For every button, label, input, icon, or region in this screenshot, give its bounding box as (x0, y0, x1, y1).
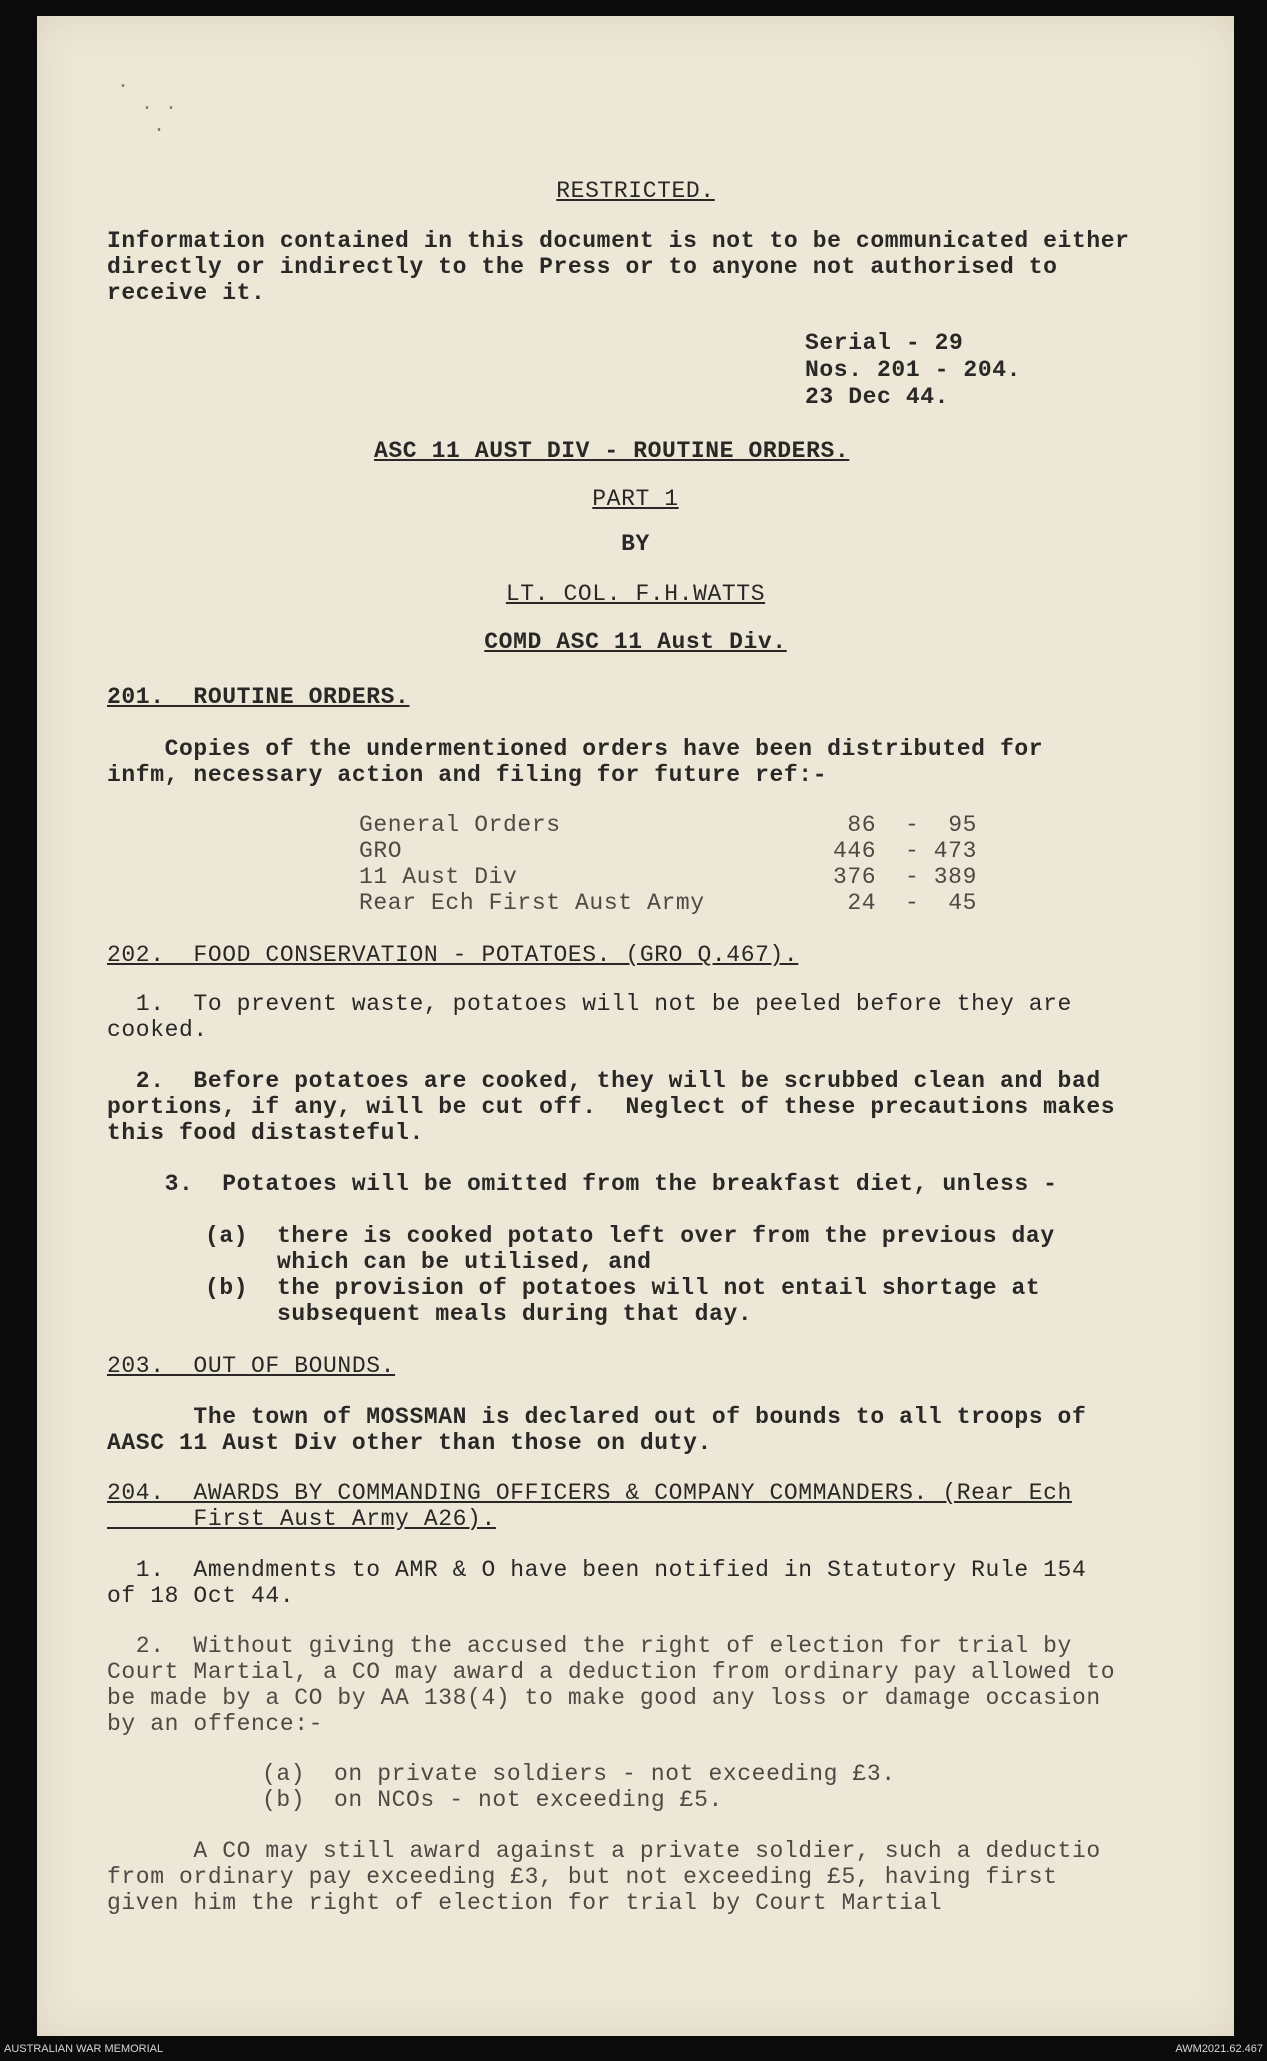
order-204-p2-line-2: Court Martial, a CO may award a deduction from ordinary pay allowed to (107, 1659, 1116, 1685)
by-label: BY (621, 531, 650, 557)
officer-name: LT. COL. F.H.WATTS (505, 581, 766, 607)
order-202-sub-a-line-2: which can be utilised, and (205, 1249, 652, 1275)
notice-line-3: receive it. (107, 280, 266, 306)
part-label: PART 1 (592, 486, 679, 512)
restricted-heading: RESTRICTED. (556, 178, 715, 204)
order-201-text-1: Copies of the undermentioned orders have been distributed for (107, 736, 1044, 762)
order-numbers: Nos. 201 - 204. (805, 357, 1022, 383)
order-202-sub-a-line-1: (a) there is cooked potato left over from the previous day (205, 1223, 1055, 1249)
order-202-p1-line-2: cooked. (107, 1017, 208, 1043)
order-204-p2-line-1: 2. Without giving the accused the right of election for trial by (107, 1633, 1072, 1659)
handwritten-marks: · · · · (117, 75, 178, 142)
issue-date: 23 Dec 44. (805, 384, 950, 410)
order-202-sub-b-line-1: (b) the provision of potatoes will not entail shortage at (205, 1275, 1041, 1301)
order-203-text-1: The town of MOSSMAN is declared out of bounds to all troops of (107, 1404, 1087, 1430)
order-204-p2-line-4: by an offence:- (107, 1711, 324, 1737)
order-203-heading: 203. OUT OF BOUNDS. (107, 1353, 396, 1379)
order-204-sub-b: (b) on NCOs - not exceeding £5. (262, 1787, 723, 1813)
order-204-p3-line-1: A CO may still award against a private soldier, such a deductio (107, 1838, 1101, 1864)
order-201-heading: 201. ROUTINE ORDERS. (107, 684, 410, 710)
orders-row-name: Rear Ech First Aust Army (359, 890, 705, 916)
footer-archive-name: AUSTRALIAN WAR MEMORIAL (4, 2043, 164, 2055)
orders-row-range: 446 - 473 (832, 838, 977, 864)
serial-number: Serial - 29 (805, 330, 964, 356)
order-201-text-2: infm, necessary action and filing for future ref:- (107, 762, 828, 788)
footer-archive-id: AWM2021.62.467 (1175, 2043, 1263, 2055)
document-title: ASC 11 AUST DIV - ROUTINE ORDERS. (374, 438, 850, 464)
order-202-p2-line-1: 2. Before potatoes are cooked, they will be scrubbed clean and bad (107, 1068, 1101, 1094)
order-202-p2-line-3: this food distasteful. (107, 1120, 424, 1146)
order-204-heading-2: First Aust Army A26). (107, 1506, 496, 1532)
order-204-p1-line-1: 1. Amendments to AMR & O have been notified in Statutory Rule 154 (107, 1557, 1087, 1583)
order-204-p3-line-3: given him the right of election for trial by Court Martial (107, 1890, 943, 1916)
order-203-text-2: AASC 11 Aust Div other than those on duty. (107, 1430, 712, 1456)
notice-line-1: Information contained in this document is not to be communicated either (107, 228, 1130, 254)
order-202-p2-line-2: portions, if any, will be cut off. Neglect of these precautions makes (107, 1094, 1116, 1120)
order-202-p3: 3. Potatoes will be omitted from the breakfast diet, unless - (107, 1171, 1058, 1197)
order-204-sub-a: (a) on private soldiers - not exceeding £3. (262, 1761, 896, 1787)
order-204-p1-line-2: of 18 Oct 44. (107, 1583, 295, 1609)
orders-row-range: 86 - 95 (847, 812, 977, 838)
order-204-p2-line-3: be made by a CO by AA 138(4) to make good any loss or damage occasion (107, 1685, 1101, 1711)
document-sheet (37, 16, 1234, 2036)
order-202-sub-b-line-2: subsequent meals during that day. (205, 1301, 753, 1327)
command-line: COMD ASC 11 Aust Div. (484, 629, 787, 655)
order-202-p1-line-1: 1. To prevent waste, potatoes will not be peeled before they are (107, 991, 1072, 1017)
notice-line-2: directly or indirectly to the Press or to anyone not authorised to (107, 254, 1058, 280)
orders-row-range: 376 - 389 (832, 864, 977, 890)
orders-row-name: GRO (359, 838, 403, 864)
orders-row-range: 24 - 45 (847, 890, 977, 916)
orders-row-name: General Orders (359, 812, 561, 838)
order-202-heading: 202. FOOD CONSERVATION - POTATOES. (GRO Q.467). (107, 942, 799, 968)
order-204-heading-1: 204. AWARDS BY COMMANDING OFFICERS & COMPANY COMMANDERS. (Rear Ech (107, 1480, 1072, 1506)
order-204-p3-line-2: from ordinary pay exceeding £3, but not exceeding £5, having first (107, 1864, 1058, 1890)
orders-row-name: 11 Aust Div (359, 864, 518, 890)
